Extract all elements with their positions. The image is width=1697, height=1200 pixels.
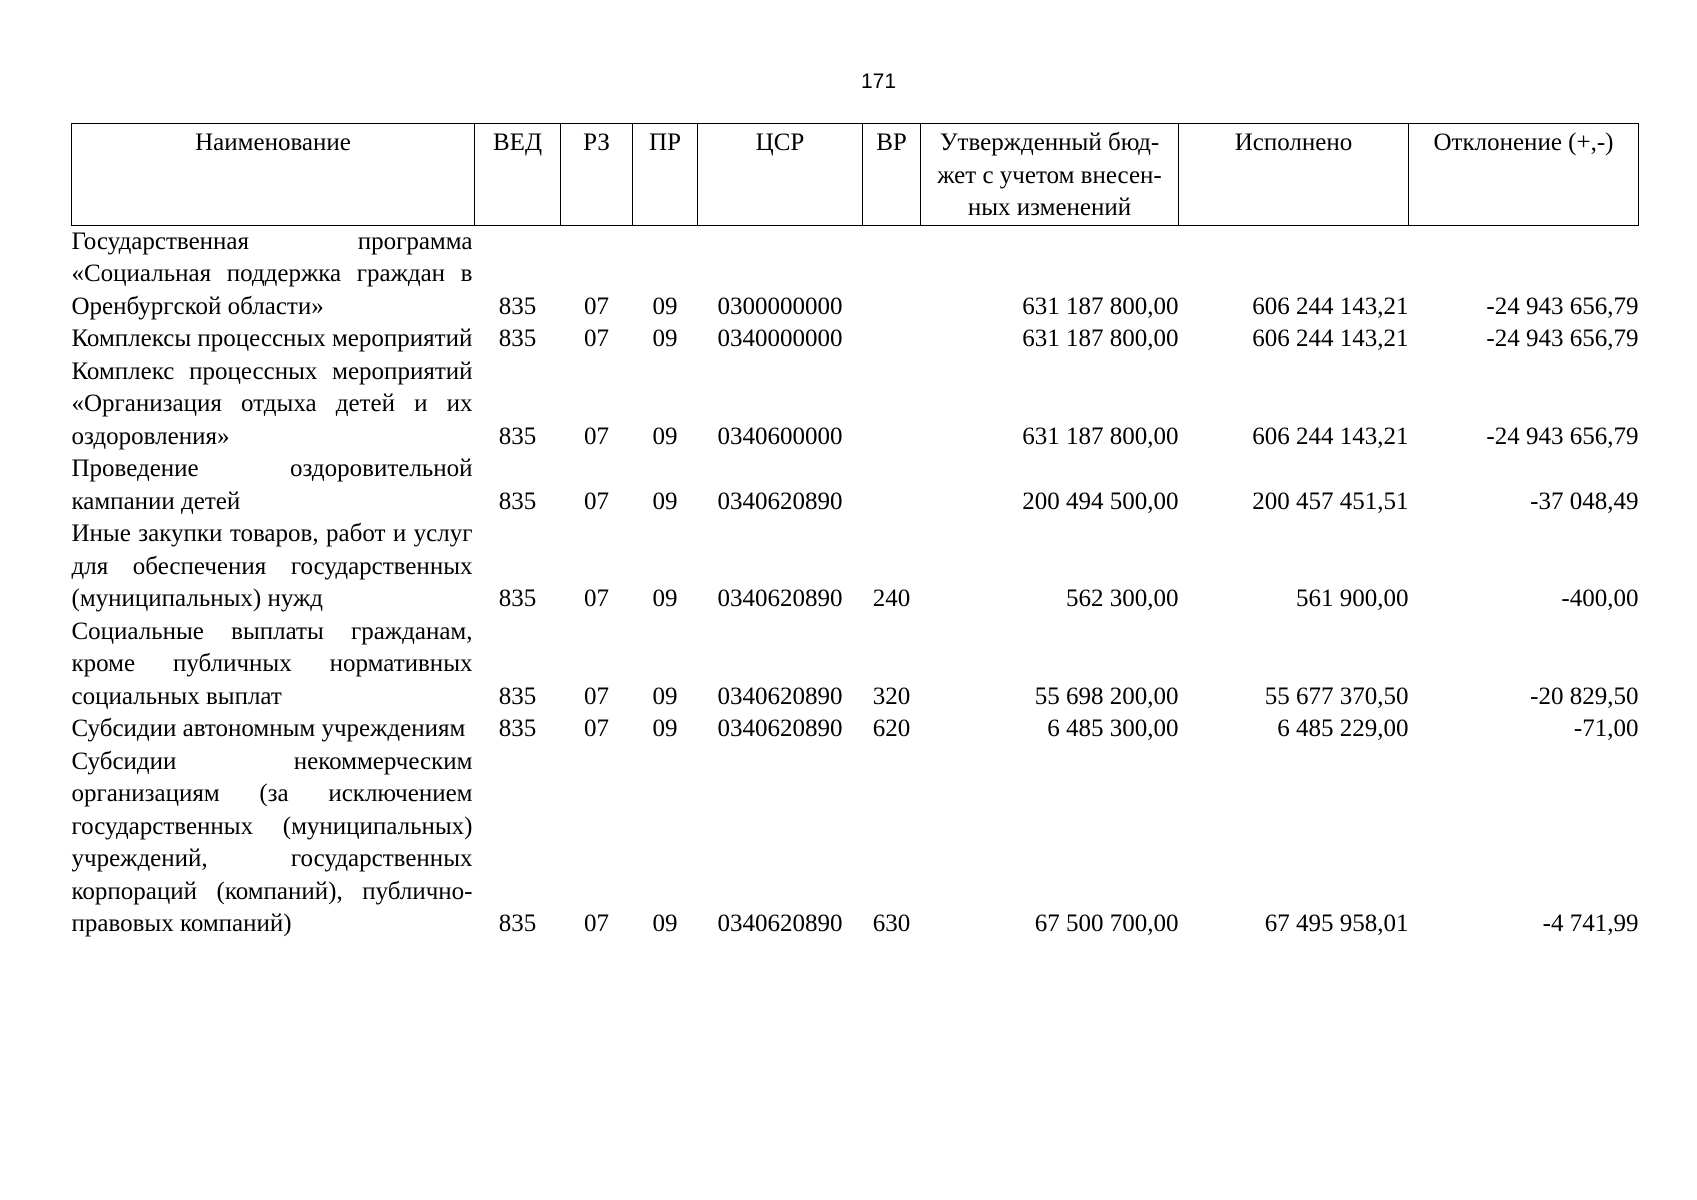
cell-vr <box>863 225 921 323</box>
cell-deviation: -20 829,50 <box>1530 682 1639 710</box>
cell-name: Субсидии некоммерческим организациям (за исключением государственных (муниципальных) учреждений, государственных корпораций (компаний), публично-правовых компаний) <box>71 747 473 937</box>
cell-executed: 55 677 370,50 <box>1264 682 1409 710</box>
cell-ved: 835 <box>498 325 537 352</box>
header-budget: Утвержденный бюд-жет с учетом внесен-ных изменений <box>921 124 1179 226</box>
header-row <box>72 124 1639 226</box>
cell-budget: 631 187 800,00 <box>1022 292 1179 320</box>
cell-name: Проведение оздоровительной кампании детей <box>71 455 473 515</box>
cell-ved: 835 <box>498 422 537 450</box>
cell-executed: 561 900,00 <box>1296 585 1409 612</box>
cell-csr: 0300000000 <box>717 292 843 320</box>
header-name: Наименование <box>72 124 475 226</box>
table-header <box>72 124 1639 226</box>
cell-name: Социальные выплаты гражданам, кроме публичных нормативных социальных выплат <box>71 617 473 710</box>
cell-rz: 07 <box>584 292 609 320</box>
cell-deviation: -24 943 656,79 <box>1486 292 1639 320</box>
cell-csr: 0340600000 <box>717 422 843 450</box>
table-row <box>72 225 1639 323</box>
cell-vr <box>863 356 921 454</box>
cell-rz: 07 <box>584 715 609 742</box>
cell-deviation: -400,00 <box>1561 585 1639 612</box>
cell-rz: 07 <box>584 682 609 710</box>
cell-rz: 07 <box>584 487 609 515</box>
cell-ved: 835 <box>498 715 537 742</box>
cell-csr: 0340620890 <box>717 487 843 515</box>
cell-name: Субсидии автономным учреждениям <box>71 715 466 742</box>
cell-deviation: -71,00 <box>1573 715 1639 742</box>
cell-executed: 6 485 229,00 <box>1277 715 1409 742</box>
cell-csr: 0340620890 <box>717 715 843 742</box>
cell-ved: 835 <box>498 682 537 710</box>
cell-vr <box>863 453 921 518</box>
cell-rz: 07 <box>584 325 609 352</box>
cell-pr: 09 <box>652 292 678 320</box>
cell-vr: 240 <box>872 585 911 612</box>
cell-name: Комплексы процессных мероприятий <box>71 325 473 352</box>
cell-budget: 67 500 700,00 <box>1034 910 1179 937</box>
cell-rz: 07 <box>584 422 609 450</box>
table-row <box>72 356 1639 454</box>
cell-vr: 620 <box>872 715 911 742</box>
header-executed: Исполнено <box>1179 124 1409 226</box>
cell-vr: 630 <box>872 910 911 937</box>
budget-table <box>71 123 1639 941</box>
cell-budget: 631 187 800,00 <box>1022 422 1179 450</box>
cell-pr: 09 <box>652 585 678 612</box>
header-csr: ЦСР <box>698 124 863 226</box>
cell-vr <box>863 323 921 356</box>
table-row <box>72 746 1639 941</box>
cell-ved: 835 <box>498 585 537 612</box>
header-deviation: Отклонение (+,-) <box>1409 124 1639 226</box>
cell-rz: 07 <box>584 585 609 612</box>
cell-pr: 09 <box>652 487 678 515</box>
cell-pr: 09 <box>652 910 678 937</box>
cell-pr: 09 <box>652 715 678 742</box>
cell-executed: 67 495 958,01 <box>1264 910 1409 937</box>
cell-name: Иные закупки товаров, работ и услуг для обеспечения государственных (муниципальных) нужд <box>71 520 473 612</box>
cell-executed: 606 244 143,21 <box>1252 422 1409 450</box>
cell-ved: 835 <box>498 910 537 937</box>
cell-executed: 606 244 143,21 <box>1252 325 1409 352</box>
table-row <box>72 518 1639 616</box>
cell-csr: 0340620890 <box>717 682 843 710</box>
cell-csr: 0340000000 <box>717 325 843 352</box>
cell-name: Комплекс процессных мероприятий «Организация отдыха детей и их оздоровления» <box>71 357 473 450</box>
cell-csr: 0340620890 <box>717 910 843 937</box>
page-number: 171 <box>860 70 897 93</box>
cell-pr: 09 <box>652 422 678 450</box>
cell-name: Государственная программа «Социальная поддержка граждан в Оренбургской области» <box>71 227 473 320</box>
table-row <box>72 616 1639 714</box>
cell-deviation: -24 943 656,79 <box>1486 422 1639 450</box>
cell-executed: 606 244 143,21 <box>1252 292 1409 320</box>
cell-deviation: -37 048,49 <box>1530 487 1639 515</box>
table-row <box>72 453 1639 518</box>
table-body <box>72 225 1639 941</box>
header-rz: РЗ <box>561 124 633 226</box>
header-ved: ВЕД <box>475 124 561 226</box>
cell-pr: 09 <box>652 325 678 352</box>
cell-deviation: -4 741,99 <box>1542 910 1639 937</box>
header-vr: ВР <box>863 124 921 226</box>
header-pr: ПР <box>633 124 698 226</box>
cell-budget: 200 494 500,00 <box>1022 487 1179 515</box>
cell-budget: 631 187 800,00 <box>1022 325 1179 352</box>
cell-deviation: -24 943 656,79 <box>1486 325 1639 352</box>
table-row <box>72 323 1639 356</box>
cell-csr: 0340620890 <box>717 585 843 612</box>
cell-rz: 07 <box>584 910 609 937</box>
cell-vr: 320 <box>872 682 911 710</box>
cell-executed: 200 457 451,51 <box>1252 487 1409 515</box>
table-row <box>72 713 1639 746</box>
cell-ved: 835 <box>498 487 537 515</box>
cell-pr: 09 <box>652 682 678 710</box>
cell-budget: 562 300,00 <box>1066 585 1179 612</box>
cell-budget: 55 698 200,00 <box>1034 682 1179 710</box>
cell-ved: 835 <box>498 292 537 320</box>
cell-budget: 6 485 300,00 <box>1047 715 1179 742</box>
